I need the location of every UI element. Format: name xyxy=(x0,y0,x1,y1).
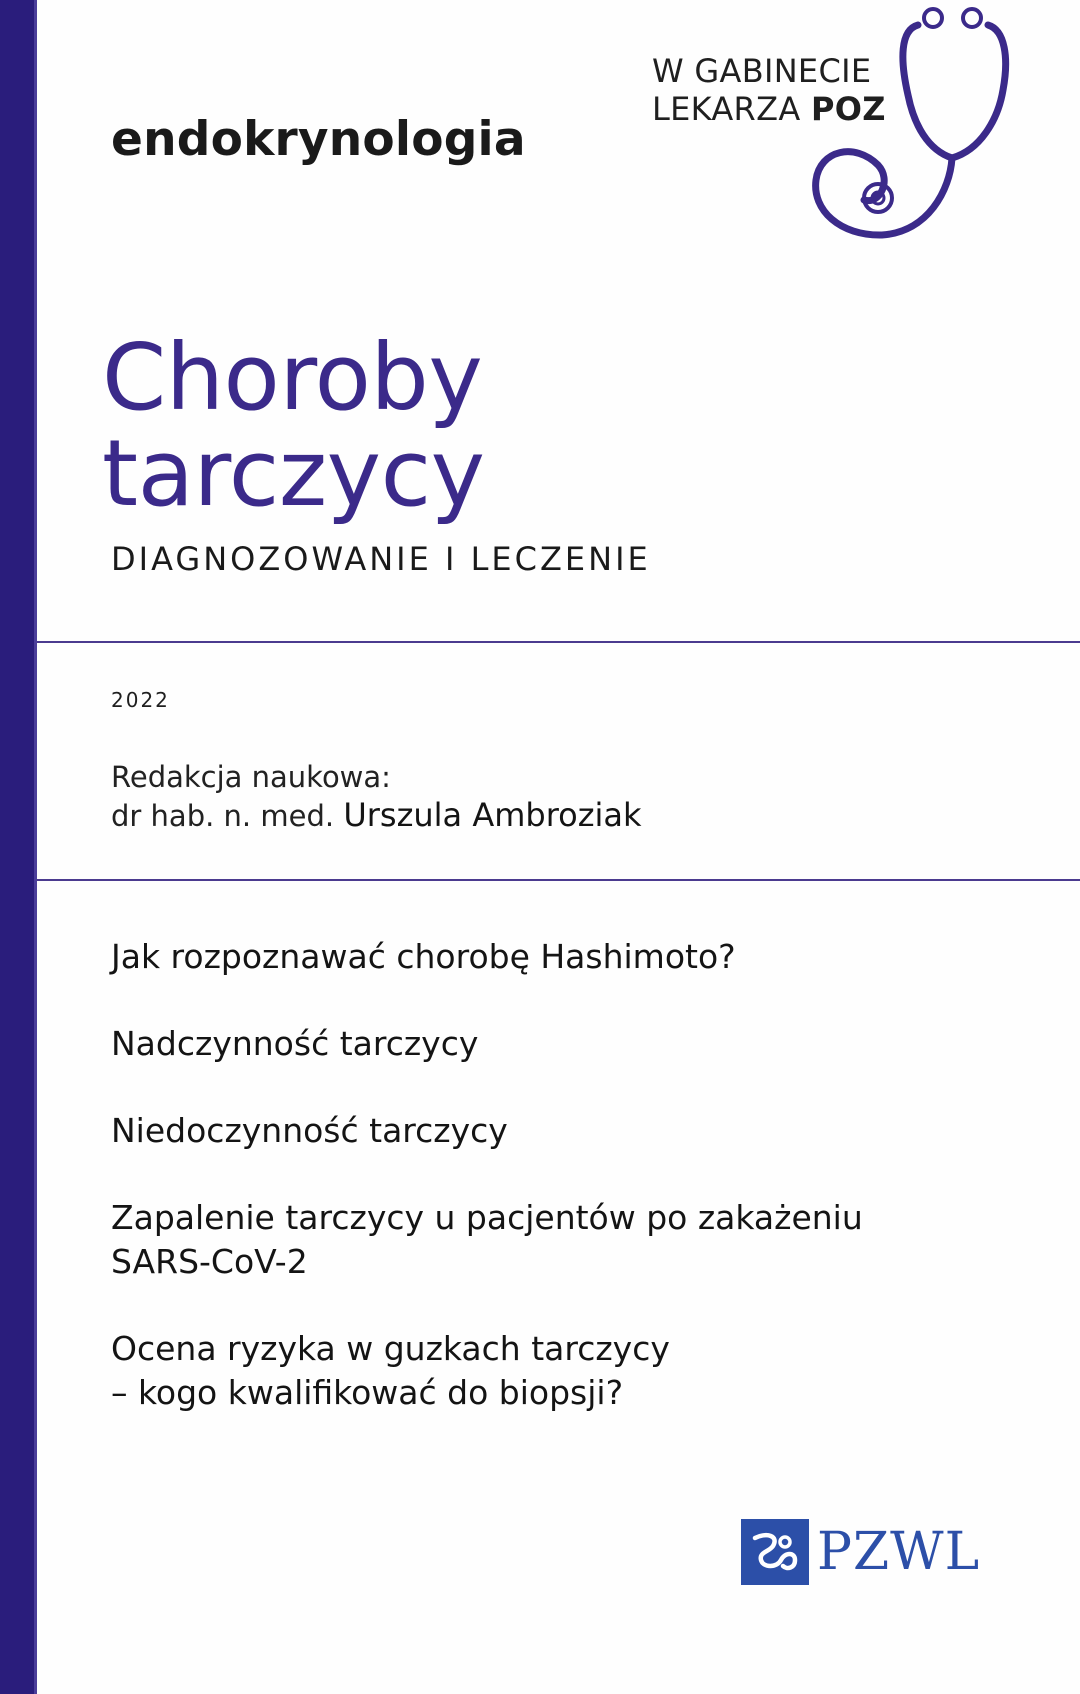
pzwl-mark-glyph xyxy=(749,1530,801,1574)
publication-year: 2022 xyxy=(111,688,170,712)
editor-name: Urszula Ambroziak xyxy=(343,796,642,834)
series-label: endokrynologia xyxy=(111,112,526,167)
topic-list xyxy=(111,935,1011,1458)
topic-item-thyroiditis-covid: Zapalenie tarczycy u pacjentów po zakażeniu SARS-CoV-2 xyxy=(111,1198,863,1281)
book-title-line2: tarczycy xyxy=(102,420,485,527)
divider-bottom xyxy=(37,879,1080,881)
topic-item-hypothyroidism: Niedoczynność tarczycy xyxy=(111,1111,508,1150)
editor-line xyxy=(111,796,642,834)
publisher-name: PZWL xyxy=(817,1522,981,1582)
cover-spine xyxy=(0,0,34,1694)
topic-item-hyperthyroidism: Nadczynność tarczycy xyxy=(111,1024,479,1063)
spine-edge xyxy=(34,0,37,1694)
pzwl-logo-mark xyxy=(741,1519,809,1585)
book-title xyxy=(102,324,485,527)
series-badge-line2-bold: POZ xyxy=(810,90,886,128)
publisher-logo xyxy=(741,1519,980,1585)
book-title-line1: Choroby xyxy=(102,324,483,431)
divider-top xyxy=(37,641,1080,643)
series-badge-line1: W GABINECIE xyxy=(652,52,872,90)
topic-item-nodule-risk: Ocena ryzyka w guzkach tarczycy – kogo kwalifikować do biopsji? xyxy=(111,1329,670,1412)
stethoscope-icon xyxy=(800,0,1030,250)
topic-item-hashimoto: Jak rozpoznawać chorobę Hashimoto? xyxy=(111,937,736,976)
editor-label: Redakcja naukowa: xyxy=(111,760,391,794)
editor-title-prefix: dr hab. n. med. xyxy=(111,799,344,833)
series-badge-line2-regular: LEKARZA xyxy=(652,90,811,128)
book-subtitle: DIAGNOZOWANIE I LECZENIE xyxy=(111,540,651,578)
